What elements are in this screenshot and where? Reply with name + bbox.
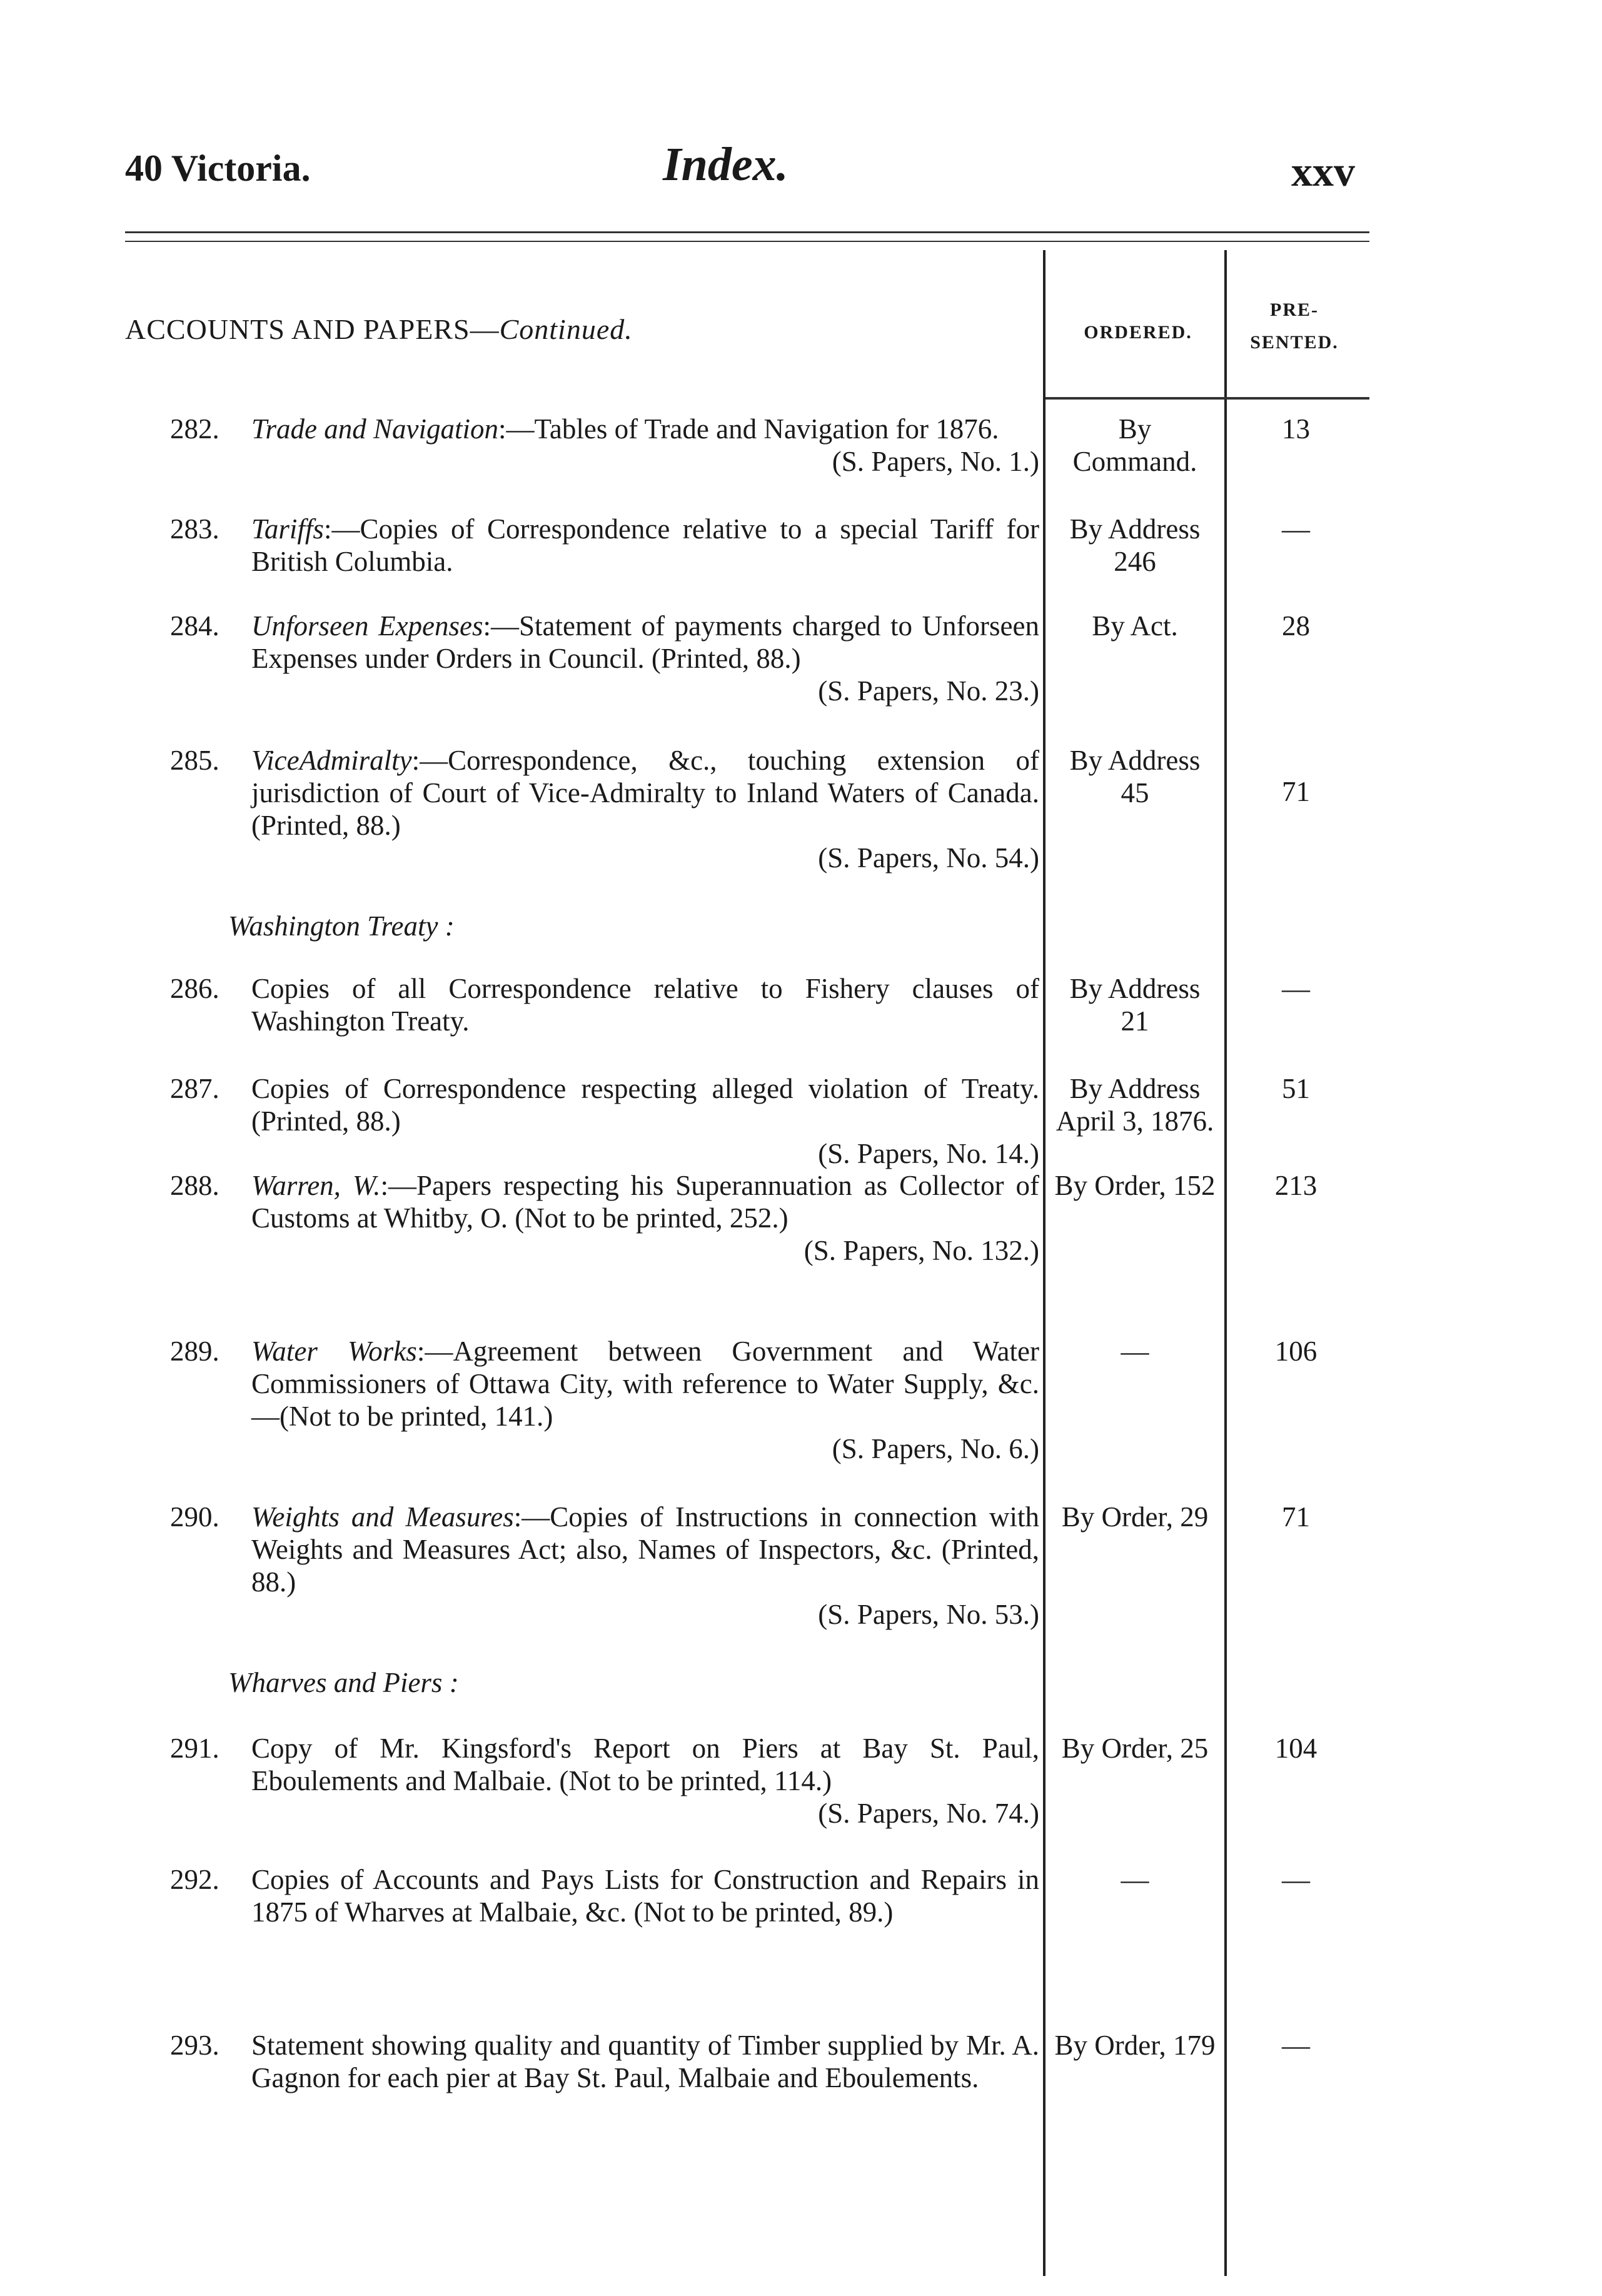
entry-number: 286.: [170, 973, 219, 1004]
ordered-289: —: [1121, 1336, 1149, 1367]
page-number: xxv: [1291, 148, 1355, 195]
entry-number: 291.: [170, 1733, 219, 1764]
column-header-ordered: ORDERED.: [1084, 322, 1192, 343]
section-title: [125, 313, 633, 346]
entry-reference: (S. Papers, No. 6.): [832, 1433, 1039, 1464]
header-rule-top: [125, 231, 1369, 233]
column-header-rule: [1045, 397, 1369, 400]
entry-text: [251, 744, 1039, 874]
entry-reference: (S. Papers, No. 54.): [818, 842, 1039, 874]
presented-286: —: [1282, 973, 1310, 1004]
presented-288: 213: [1274, 1170, 1317, 1201]
entry-description: :—Correspondence, &c., touching extension of jurisdiction of Court of Vice-Admiralty to Inland Waters of Canada. (Printed, 88.): [251, 745, 1039, 841]
entry-text: [251, 1335, 1039, 1465]
presented-287: 51: [1282, 1073, 1310, 1104]
entry-reference: (S. Papers, No. 23.): [818, 675, 1039, 707]
entry-description: :—Copies of Instructions in connection with Weights and Measures Act; also, Names of Inspectors, &c. (Printed, 88.): [251, 1501, 1039, 1598]
entry-description: :—Copies of Correspondence relative to a special Tariff for British Columbia.: [251, 513, 1039, 577]
presented-289: 106: [1274, 1336, 1317, 1367]
entry-description: :—Statement of payments charged to Unforseen Expenses under Orders in Council. (Printed, 88.): [251, 610, 1039, 674]
entry-number: 285.: [170, 745, 219, 776]
entry-description: :—Tables of Trade and Navigation for 1876.: [498, 413, 999, 445]
entry-text: [251, 610, 1039, 707]
entry-subject: Warren, W.: [251, 1170, 381, 1201]
presented-293: —: [1282, 2030, 1310, 2061]
ordered-290: By Order, 29: [1061, 1501, 1209, 1533]
entry-number: 288.: [170, 1170, 219, 1201]
ordered-292: —: [1121, 1864, 1149, 1895]
entry-reference: (S. Papers, No. 14.): [818, 1138, 1039, 1169]
entry-text: [251, 2029, 1039, 2094]
ordered-288: By Order, 152: [1054, 1170, 1216, 1201]
entry-number: 289.: [170, 1336, 219, 1367]
entry-text: [251, 1169, 1039, 1267]
running-head-title: Index.: [663, 138, 788, 191]
entry-number: 284.: [170, 610, 219, 642]
running-head-left: 40 Victoria.: [125, 148, 311, 189]
presented-282: 13: [1282, 413, 1310, 445]
entry-text: [251, 1072, 1039, 1170]
entry-number: 290.: [170, 1501, 219, 1533]
column-divider-ordered: [1043, 250, 1045, 2276]
section-title-text: ACCOUNTS AND PAPERS—: [125, 313, 500, 345]
entry-number: 287.: [170, 1073, 219, 1104]
subhead-wharves-and-piers: Wharves and Piers :: [228, 1667, 459, 1698]
subhead-washington-treaty: Washington Treaty :: [228, 910, 455, 942]
ordered-287: By Address April 3, 1876.: [1055, 1073, 1214, 1137]
presented-283: —: [1282, 513, 1310, 545]
entry-description: :—Papers respecting his Superannuation as Collector of Customs at Whitby, O. (Not to be printed, 252.): [251, 1170, 1039, 1234]
entry-reference: (S. Papers, No. 74.): [818, 1798, 1039, 1829]
ordered-283: By Address 246: [1069, 513, 1201, 577]
ordered-286: By Address 21: [1069, 973, 1201, 1037]
entry-text: [251, 513, 1039, 578]
presented-291: 104: [1274, 1733, 1317, 1764]
column-header-presented: [1232, 294, 1357, 359]
entry-description: Copies of Accounts and Pays Lists for Construction and Repairs in 1875 of Wharves at Malbaie, &c. (Not to be printed, 89.): [251, 1864, 1039, 1928]
entry-text: [251, 1863, 1039, 1928]
presented-285: 71: [1282, 776, 1310, 807]
ordered-284: By Act.: [1092, 610, 1178, 642]
entry-subject: Unforseen Expenses: [251, 610, 483, 642]
entry-description: Copies of all Correspondence relative to Fishery clauses of Washington Treaty.: [251, 973, 1039, 1037]
entry-subject: Trade and Navigation: [251, 413, 499, 445]
ordered-285: By Address 45: [1069, 745, 1201, 808]
presented-290: 71: [1282, 1501, 1310, 1533]
ordered-293: By Order, 179: [1054, 2030, 1216, 2061]
presented-284: 28: [1282, 610, 1310, 642]
entry-reference: (S. Papers, No. 132.): [804, 1235, 1039, 1266]
entry-description: Copy of Mr. Kingsford's Report on Piers at Bay St. Paul, Eboulements and Malbaie. (Not to be printed, 114.): [251, 1733, 1039, 1796]
column-header-presented-line2: SENTED.: [1250, 332, 1339, 353]
entry-number: 282.: [170, 413, 219, 445]
column-divider-presented: [1224, 250, 1227, 2276]
entry-number: 283.: [170, 513, 219, 545]
section-continued: Continued.: [499, 313, 633, 345]
entry-text: [251, 972, 1039, 1037]
entry-text: [251, 413, 1039, 478]
entry-reference: (S. Papers, No. 53.): [818, 1599, 1039, 1630]
entry-text: [251, 1501, 1039, 1631]
entry-number: 293.: [170, 2030, 219, 2061]
entry-subject: ViceAdmiralty: [251, 745, 412, 776]
entry-reference: (S. Papers, No. 1.): [832, 446, 1039, 477]
entry-subject: Water Works: [251, 1336, 417, 1367]
entry-subject: Tariffs: [251, 513, 324, 545]
presented-292: —: [1282, 1864, 1310, 1895]
header-rule-bottom: [125, 241, 1369, 242]
entry-description: Copies of Correspondence respecting alleged violation of Treaty. (Printed, 88.): [251, 1073, 1039, 1137]
ordered-282: By Command.: [1072, 413, 1197, 477]
entry-text: [251, 1732, 1039, 1830]
entry-description: :—Agreement between Government and Water Commissioners of Ottawa City, with reference to Water Supply, &c.—(Not to be printed, 141.): [251, 1336, 1039, 1432]
entry-description: Statement showing quality and quantity of Timber supplied by Mr. A. Gagnon for each pier at Bay St. Paul, Malbaie and Eboulements.: [251, 2030, 1039, 2093]
entry-subject: Weights and Measures: [251, 1501, 514, 1533]
column-header-presented-line1: PRE-: [1270, 300, 1319, 320]
entry-number: 292.: [170, 1864, 219, 1895]
ordered-291: By Order, 25: [1061, 1733, 1209, 1764]
